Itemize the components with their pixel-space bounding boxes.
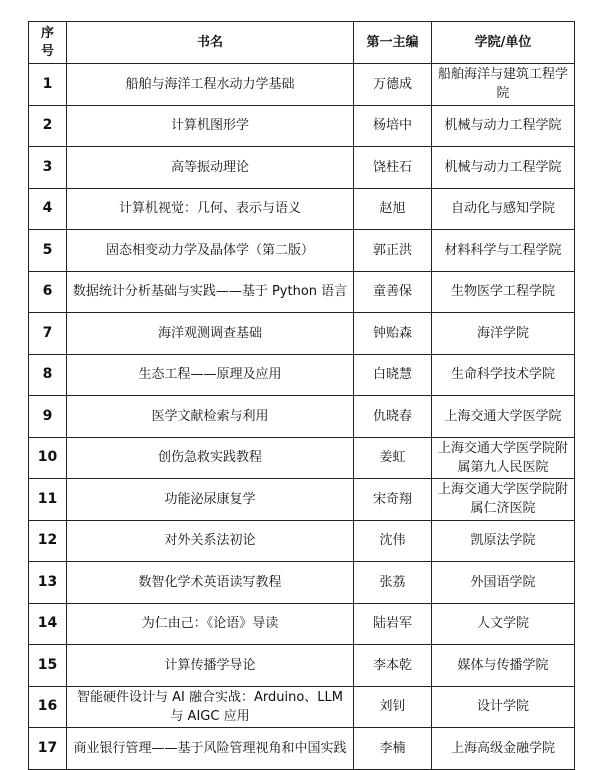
book-title: 船舶与海洋工程水动力学基础 <box>67 64 354 106</box>
first-editor: 杨培中 <box>354 105 432 147</box>
first-editor: 宋奇翔 <box>354 479 432 521</box>
unit-name: 材料科学与工程学院 <box>432 230 575 272</box>
table-row <box>29 562 575 604</box>
row-number: 7 <box>29 313 67 355</box>
header-title: 书名 <box>67 22 354 64</box>
unit-name: 船舶海洋与建筑工程学院 <box>432 64 575 106</box>
first-editor: 饶柱石 <box>354 147 432 189</box>
unit-name: 人文学院 <box>432 603 575 645</box>
unit-name: 上海高级金融学院 <box>432 728 575 770</box>
row-number: 10 <box>29 437 67 479</box>
textbook-table <box>28 21 575 770</box>
unit-name: 媒体与传播学院 <box>432 645 575 687</box>
first-editor: 刘钊 <box>354 686 432 728</box>
table-row <box>29 354 575 396</box>
book-title: 功能泌尿康复学 <box>67 479 354 521</box>
header-unit: 学院/单位 <box>432 22 575 64</box>
row-number: 9 <box>29 396 67 438</box>
book-title: 海洋观测调查基础 <box>67 313 354 355</box>
first-editor: 李本乾 <box>354 645 432 687</box>
first-editor: 李楠 <box>354 728 432 770</box>
header-seq-top: 序 <box>40 25 54 41</box>
book-title: 数据统计分析基础与实践——基于 Python 语言 <box>67 271 354 313</box>
unit-name: 设计学院 <box>432 686 575 728</box>
table-header-row <box>29 22 575 64</box>
unit-name: 上海交通大学医学院附属第九人民医院 <box>432 437 575 479</box>
row-number: 11 <box>29 479 67 521</box>
first-editor: 张荔 <box>354 562 432 604</box>
unit-name: 上海交通大学医学院附属仁济医院 <box>432 479 575 521</box>
first-editor: 白晓慧 <box>354 354 432 396</box>
row-number: 17 <box>29 728 67 770</box>
book-title: 计算传播学导论 <box>67 645 354 687</box>
first-editor: 童善保 <box>354 271 432 313</box>
unit-name: 外国语学院 <box>432 562 575 604</box>
row-number: 2 <box>29 105 67 147</box>
row-number: 13 <box>29 562 67 604</box>
header-editor: 第一主编 <box>354 22 432 64</box>
table-row <box>29 64 575 106</box>
unit-name: 生命科学技术学院 <box>432 354 575 396</box>
row-number: 12 <box>29 520 67 562</box>
first-editor: 陆岩军 <box>354 603 432 645</box>
unit-name: 生物医学工程学院 <box>432 271 575 313</box>
book-title: 固态相变动力学及晶体学（第二版） <box>67 230 354 272</box>
row-number: 3 <box>29 147 67 189</box>
first-editor: 万德成 <box>354 64 432 106</box>
table-row <box>29 686 575 728</box>
header-seq-bottom: 号 <box>40 43 54 59</box>
first-editor: 仇晓春 <box>354 396 432 438</box>
row-number: 14 <box>29 603 67 645</box>
table-row <box>29 188 575 230</box>
unit-name: 自动化与感知学院 <box>432 188 575 230</box>
first-editor: 赵旭 <box>354 188 432 230</box>
table-row <box>29 147 575 189</box>
row-number: 15 <box>29 645 67 687</box>
unit-name: 海洋学院 <box>432 313 575 355</box>
table-row <box>29 520 575 562</box>
book-title: 智能硬件设计与 AI 融合实战：Arduino、LLM 与 AIGC 应用 <box>67 686 354 728</box>
book-title: 对外关系法初论 <box>67 520 354 562</box>
table-row <box>29 271 575 313</box>
header-seq <box>29 22 67 64</box>
unit-name: 机械与动力工程学院 <box>432 105 575 147</box>
first-editor: 沈伟 <box>354 520 432 562</box>
book-title: 商业银行管理——基于风险管理视角和中国实践 <box>67 728 354 770</box>
table-row <box>29 728 575 770</box>
row-number: 1 <box>29 64 67 106</box>
book-title: 医学文献检索与利用 <box>67 396 354 438</box>
row-number: 16 <box>29 686 67 728</box>
unit-name: 机械与动力工程学院 <box>432 147 575 189</box>
book-title: 计算机图形学 <box>67 105 354 147</box>
book-title: 生态工程——原理及应用 <box>67 354 354 396</box>
table-row <box>29 479 575 521</box>
table-row <box>29 105 575 147</box>
table-row <box>29 437 575 479</box>
row-number: 6 <box>29 271 67 313</box>
book-title: 高等振动理论 <box>67 147 354 189</box>
row-number: 4 <box>29 188 67 230</box>
first-editor: 姜虹 <box>354 437 432 479</box>
book-title: 创伤急救实践教程 <box>67 437 354 479</box>
table-row <box>29 645 575 687</box>
table-row <box>29 230 575 272</box>
first-editor: 郭正洪 <box>354 230 432 272</box>
table-row <box>29 396 575 438</box>
table-row <box>29 603 575 645</box>
first-editor: 钟贻森 <box>354 313 432 355</box>
row-number: 5 <box>29 230 67 272</box>
table-row <box>29 313 575 355</box>
book-title: 计算机视觉：几何、表示与语义 <box>67 188 354 230</box>
book-title: 为仁由己：《论语》导读 <box>67 603 354 645</box>
unit-name: 上海交通大学医学院 <box>432 396 575 438</box>
row-number: 8 <box>29 354 67 396</box>
unit-name: 凯原法学院 <box>432 520 575 562</box>
book-title: 数智化学术英语读写教程 <box>67 562 354 604</box>
